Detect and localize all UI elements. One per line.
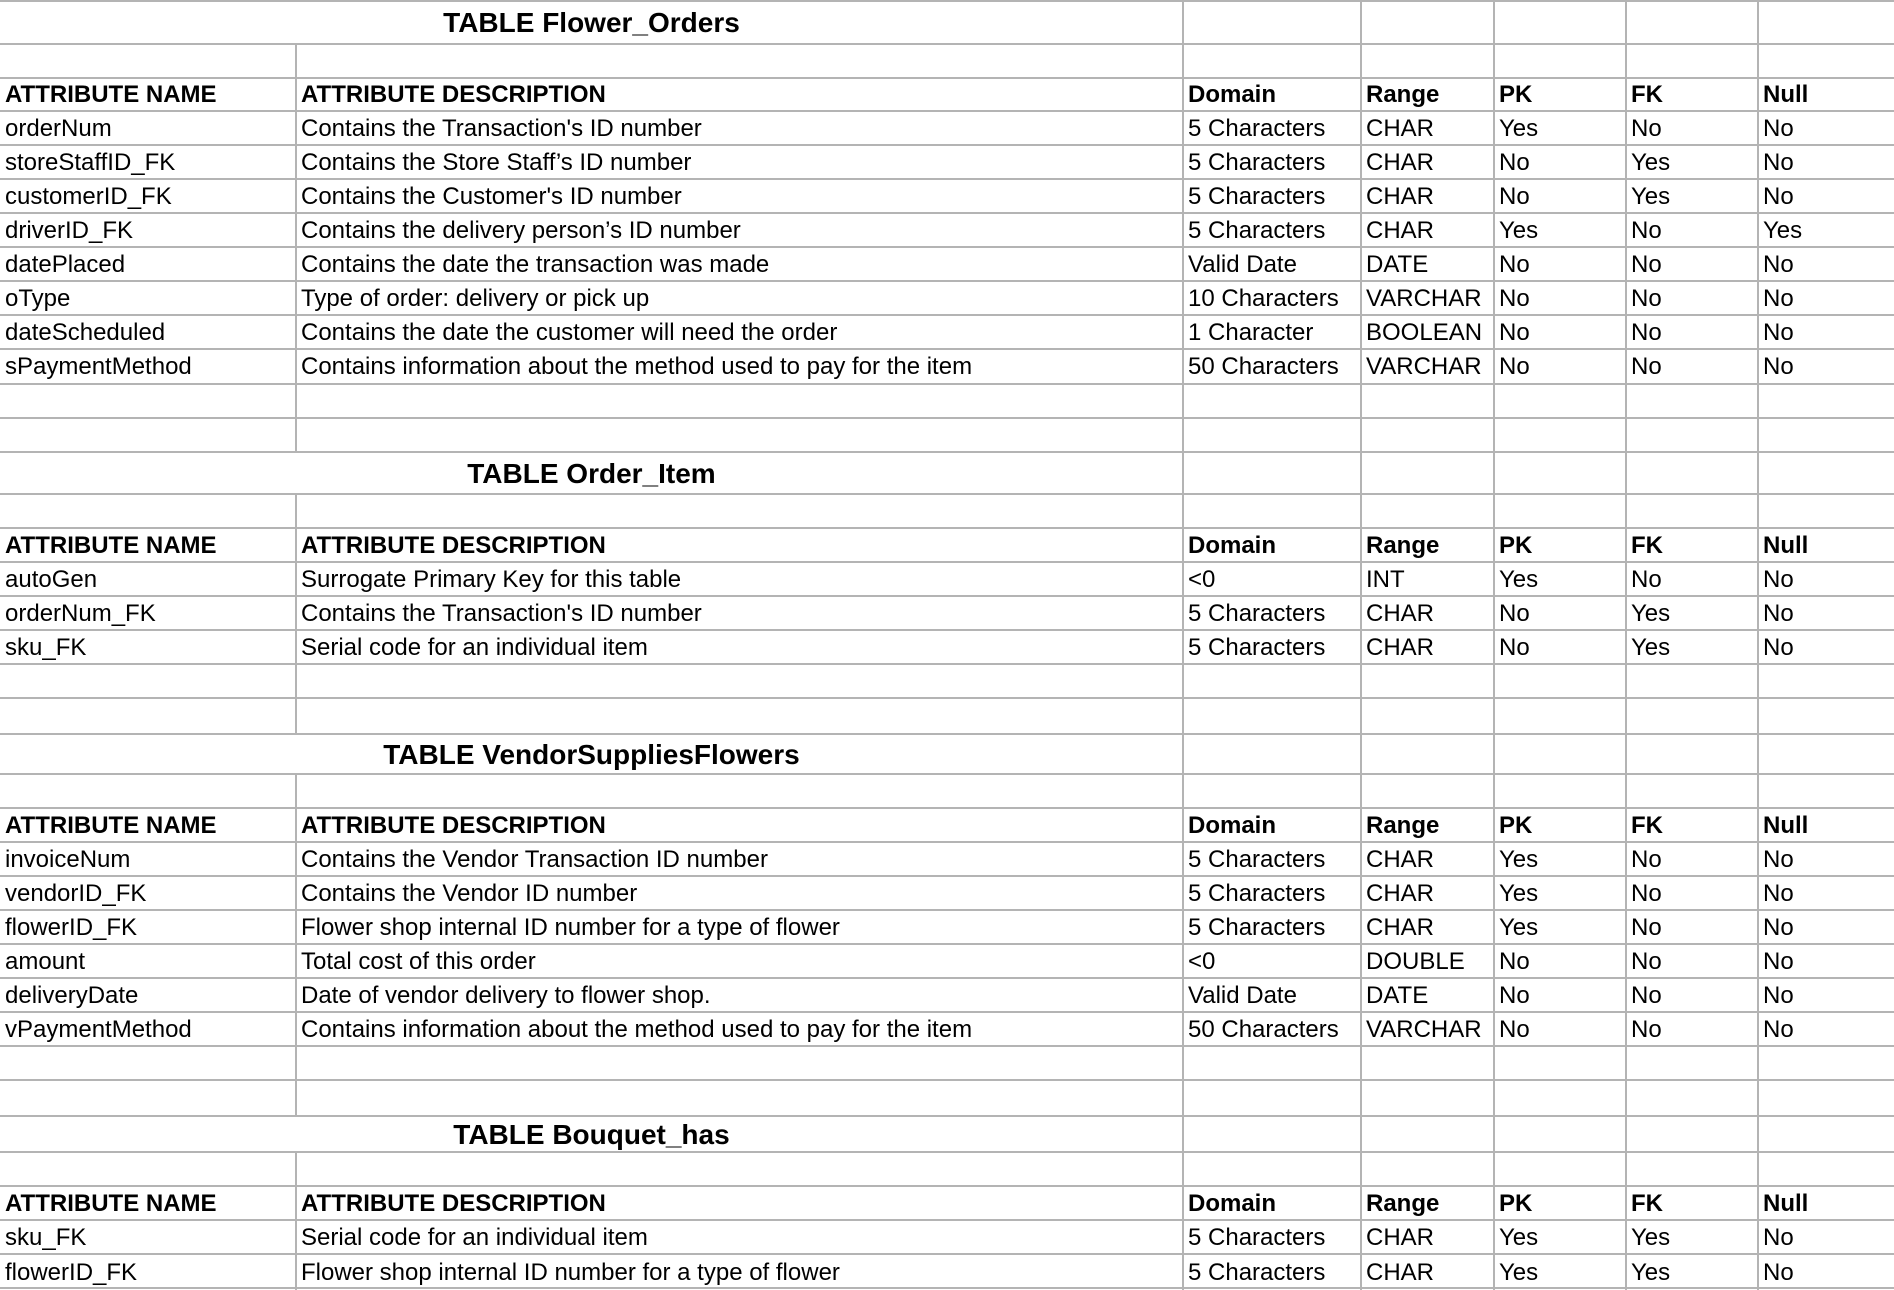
cell-domain[interactable]: 5 Characters — [1188, 599, 1326, 627]
cell-domain[interactable]: <0 — [1188, 565, 1216, 593]
cell-fk[interactable]: No — [1631, 216, 1662, 244]
table-row — [0, 111, 1894, 145]
grid-vline — [1360, 774, 1362, 808]
cell-null[interactable]: No — [1763, 1015, 1794, 1043]
cell-fk[interactable]: No — [1631, 284, 1662, 312]
cell-attribute-name[interactable]: driverID_FK — [5, 216, 134, 244]
grid-vline — [295, 384, 297, 418]
cell-attribute-name[interactable]: dateScheduled — [5, 318, 166, 346]
cell-range[interactable]: VARCHAR — [1366, 284, 1482, 312]
cell-fk[interactable]: No — [1631, 565, 1662, 593]
cell-range[interactable]: VARCHAR — [1366, 353, 1482, 380]
grid-vline — [1182, 44, 1184, 78]
header-pk: PK — [1499, 531, 1533, 559]
cell-null[interactable]: Yes — [1763, 216, 1803, 244]
cell-attribute-description[interactable]: Contains the Vendor Transaction ID number — [301, 845, 768, 873]
table-row — [0, 1254, 1894, 1290]
grid-vline — [1625, 494, 1627, 528]
grid-vline — [1757, 1046, 1759, 1080]
cell-null[interactable]: No — [1763, 633, 1794, 661]
grid-vline — [1360, 452, 1362, 494]
grid-vline — [1625, 734, 1627, 774]
header-null: Null — [1763, 811, 1809, 839]
cell-pk[interactable]: Yes — [1499, 1223, 1539, 1251]
cell-attribute-description[interactable]: Flower shop internal ID number for a type of flower — [301, 1258, 840, 1286]
grid-vline — [1757, 774, 1759, 808]
grid-vline — [1757, 452, 1759, 494]
grid-vline — [1493, 664, 1495, 698]
grid-vline — [295, 1152, 297, 1186]
header-range: Range — [1366, 811, 1440, 839]
cell-domain[interactable]: 5 Characters — [1188, 182, 1326, 210]
table-title-row — [0, 452, 1894, 494]
cell-domain[interactable]: 50 Characters — [1188, 353, 1339, 380]
grid-vline — [1360, 384, 1362, 418]
cell-pk[interactable]: No — [1499, 284, 1530, 312]
cell-fk[interactable]: No — [1631, 947, 1662, 975]
cell-fk[interactable]: No — [1631, 318, 1662, 346]
grid-vline — [1757, 664, 1759, 698]
grid-vline — [1757, 1152, 1759, 1186]
grid-vline — [295, 664, 297, 698]
grid-vline — [1757, 0, 1759, 44]
grid-vline — [1493, 44, 1495, 78]
cell-attribute-description[interactable]: Contains the delivery person’s ID number — [301, 216, 741, 244]
cell-attribute-name[interactable]: datePlaced — [5, 250, 126, 278]
grid-vline — [1625, 1046, 1627, 1080]
blank-row — [0, 418, 1894, 452]
grid-vline — [1493, 418, 1495, 452]
grid-vline — [295, 774, 297, 808]
cell-fk[interactable]: Yes — [1631, 148, 1671, 176]
cell-range[interactable]: CHAR — [1366, 216, 1435, 244]
cell-attribute-description[interactable]: Total cost of this order — [301, 947, 536, 975]
cell-domain[interactable]: <0 — [1188, 947, 1216, 975]
cell-null[interactable]: No — [1763, 182, 1794, 210]
grid-vline — [1493, 452, 1495, 494]
cell-attribute-name[interactable]: sPaymentMethod — [5, 353, 192, 380]
grid-vline — [1625, 774, 1627, 808]
grid-vline — [1493, 384, 1495, 418]
cell-pk[interactable]: No — [1499, 318, 1530, 346]
header-fk: FK — [1631, 811, 1663, 839]
cell-attribute-description[interactable]: Flower shop internal ID number for a type of flower — [301, 913, 840, 941]
header-attribute-description: ATTRIBUTE DESCRIPTION — [301, 81, 606, 108]
table-row — [0, 842, 1894, 876]
cell-range[interactable]: CHAR — [1366, 879, 1435, 907]
grid-vline — [1625, 1152, 1627, 1186]
grid-vline — [1757, 1080, 1759, 1116]
table-title-row — [0, 0, 1894, 44]
grid-vline — [1757, 698, 1759, 734]
cell-pk[interactable]: No — [1499, 981, 1530, 1009]
grid-vline — [1182, 1152, 1184, 1186]
header-pk: PK — [1499, 1189, 1533, 1217]
header-pk: PK — [1499, 81, 1533, 108]
cell-attribute-description[interactable]: Contains the Vendor ID number — [301, 879, 638, 907]
blank-row — [0, 698, 1894, 734]
cell-fk[interactable]: No — [1631, 114, 1662, 142]
grid-vline — [1182, 1080, 1184, 1116]
grid-vline — [1360, 664, 1362, 698]
cell-range[interactable]: DATE — [1366, 250, 1429, 278]
grid-vline — [1360, 44, 1362, 78]
grid-vline — [1360, 734, 1362, 774]
cell-null[interactable]: No — [1763, 1223, 1794, 1251]
table-title: TABLE VendorSuppliesFlowers — [383, 739, 800, 770]
header-domain: Domain — [1188, 811, 1277, 839]
table-row — [0, 876, 1894, 910]
cell-attribute-name[interactable]: deliveryDate — [5, 981, 139, 1009]
grid-vline — [1493, 698, 1495, 734]
cell-pk[interactable]: No — [1499, 633, 1530, 661]
grid-vline — [1182, 664, 1184, 698]
cell-domain[interactable]: 10 Characters — [1188, 284, 1339, 312]
cell-attribute-name[interactable]: orderNum — [5, 114, 112, 142]
grid-vline — [1182, 774, 1184, 808]
grid-vline — [1360, 494, 1362, 528]
cell-fk[interactable]: Yes — [1631, 633, 1671, 661]
cell-attribute-description[interactable]: Serial code for an individual item — [301, 1223, 648, 1251]
cell-pk[interactable]: No — [1499, 148, 1530, 176]
table-row — [0, 145, 1894, 179]
cell-range[interactable]: DATE — [1366, 981, 1429, 1009]
blank-row — [0, 44, 1894, 78]
cell-null[interactable]: No — [1763, 353, 1794, 380]
cell-range[interactable]: CHAR — [1366, 599, 1435, 627]
cell-null[interactable]: No — [1763, 284, 1794, 312]
cell-null[interactable]: No — [1763, 981, 1794, 1009]
cell-null[interactable]: No — [1763, 599, 1794, 627]
cell-range[interactable]: CHAR — [1366, 182, 1435, 210]
cell-null[interactable]: No — [1763, 845, 1794, 873]
grid-vline — [1360, 418, 1362, 452]
grid-vline — [295, 494, 297, 528]
cell-attribute-name[interactable]: vPaymentMethod — [5, 1015, 192, 1043]
cell-attribute-name[interactable]: oType — [5, 284, 71, 312]
cell-attribute-description[interactable]: Surrogate Primary Key for this table — [301, 565, 682, 593]
header-null: Null — [1763, 81, 1809, 108]
header-domain: Domain — [1188, 81, 1277, 108]
cell-pk[interactable]: Yes — [1499, 216, 1539, 244]
grid-vline — [1625, 0, 1627, 44]
table-row — [0, 1220, 1894, 1254]
table-row — [0, 213, 1894, 247]
cell-range[interactable]: INT — [1366, 565, 1405, 593]
header-fk: FK — [1631, 81, 1663, 108]
cell-pk[interactable]: Yes — [1499, 879, 1539, 907]
cell-attribute-name[interactable]: storeStaffID_FK — [5, 148, 176, 176]
header-attribute-name: ATTRIBUTE NAME — [5, 81, 217, 108]
table-row — [0, 1012, 1894, 1046]
cell-fk[interactable]: No — [1631, 879, 1662, 907]
grid-vline — [295, 698, 297, 734]
header-fk: FK — [1631, 1189, 1663, 1217]
cell-pk[interactable]: Yes — [1499, 1258, 1539, 1286]
grid-vline — [295, 418, 297, 452]
cell-range[interactable]: CHAR — [1366, 1223, 1435, 1251]
cell-domain[interactable]: 5 Characters — [1188, 879, 1326, 907]
header-attribute-name: ATTRIBUTE NAME — [5, 1189, 217, 1217]
header-range: Range — [1366, 1189, 1440, 1217]
cell-range[interactable]: DOUBLE — [1366, 947, 1465, 975]
cell-fk[interactable]: No — [1631, 845, 1662, 873]
grid-vline — [1493, 734, 1495, 774]
grid-vline — [1493, 1116, 1495, 1152]
grid-vline — [1625, 384, 1627, 418]
cell-null[interactable]: No — [1763, 565, 1794, 593]
cell-attribute-name[interactable]: customerID_FK — [5, 182, 172, 210]
cell-attribute-name[interactable]: vendorID_FK — [5, 879, 147, 907]
cell-null[interactable]: No — [1763, 1258, 1794, 1286]
blank-row — [0, 774, 1894, 808]
table-title: TABLE Flower_Orders — [443, 7, 740, 38]
table-row — [0, 281, 1894, 315]
header-fk: FK — [1631, 531, 1663, 559]
grid-vline — [1625, 664, 1627, 698]
cell-pk[interactable]: No — [1499, 1015, 1530, 1043]
cell-domain[interactable]: 5 Characters — [1188, 216, 1326, 244]
cell-fk[interactable]: No — [1631, 981, 1662, 1009]
table-row — [0, 349, 1894, 384]
grid-vline — [1182, 494, 1184, 528]
cell-fk[interactable]: Yes — [1631, 1223, 1671, 1251]
header-domain: Domain — [1188, 1189, 1277, 1217]
cell-range[interactable]: CHAR — [1366, 845, 1435, 873]
cell-pk[interactable]: No — [1499, 250, 1530, 278]
header-range: Range — [1366, 531, 1440, 559]
cell-pk[interactable]: No — [1499, 947, 1530, 975]
cell-domain[interactable]: 5 Characters — [1188, 913, 1326, 941]
cell-range[interactable]: CHAR — [1366, 1258, 1435, 1286]
cell-attribute-description[interactable]: Contains the Transaction's ID number — [301, 114, 702, 142]
cell-domain[interactable]: 5 Characters — [1188, 845, 1326, 873]
cell-attribute-description[interactable]: Contains the date the transaction was made — [301, 250, 770, 278]
header-domain: Domain — [1188, 531, 1277, 559]
grid-vline — [295, 44, 297, 78]
cell-null[interactable]: No — [1763, 913, 1794, 941]
cell-attribute-name[interactable]: invoiceNum — [5, 845, 131, 873]
cell-attribute-name[interactable]: autoGen — [5, 565, 98, 593]
table-title: TABLE Order_Item — [467, 458, 716, 489]
header-row — [0, 808, 1894, 842]
cell-domain[interactable]: 5 Characters — [1188, 1258, 1326, 1286]
header-null: Null — [1763, 1189, 1809, 1217]
grid-vline — [1493, 1152, 1495, 1186]
cell-attribute-description[interactable]: Contains information about the method used to pay for the item — [301, 353, 973, 380]
grid-vline — [1625, 698, 1627, 734]
blank-row — [0, 1080, 1894, 1116]
grid-vline — [1625, 44, 1627, 78]
cell-range[interactable]: VARCHAR — [1366, 1015, 1482, 1043]
grid-vline — [1182, 698, 1184, 734]
cell-attribute-description[interactable]: Date of vendor delivery to flower shop. — [301, 981, 711, 1009]
cell-attribute-description[interactable]: Contains the Store Staff’s ID number — [301, 148, 692, 176]
cell-null[interactable]: No — [1763, 947, 1794, 975]
cell-attribute-name[interactable]: orderNum_FK — [5, 599, 156, 627]
grid-vline — [1182, 384, 1184, 418]
cell-range[interactable]: BOOLEAN — [1366, 318, 1483, 346]
cell-range[interactable]: CHAR — [1366, 633, 1435, 661]
cell-pk[interactable]: Yes — [1499, 913, 1539, 941]
grid-vline — [1360, 1116, 1362, 1152]
cell-pk[interactable]: Yes — [1499, 565, 1539, 593]
cell-attribute-description[interactable]: Contains the Customer's ID number — [301, 182, 682, 210]
cell-range[interactable]: CHAR — [1366, 148, 1435, 176]
grid-vline — [1360, 0, 1362, 44]
grid-vline — [1757, 418, 1759, 452]
cell-fk[interactable]: Yes — [1631, 1258, 1671, 1286]
cell-fk[interactable]: No — [1631, 1015, 1662, 1043]
grid-vline — [1360, 1080, 1362, 1116]
table-row — [0, 910, 1894, 944]
table-row — [0, 562, 1894, 596]
cell-pk[interactable]: No — [1499, 182, 1530, 210]
grid-vline — [295, 1080, 297, 1116]
grid-vline — [1360, 1152, 1362, 1186]
cell-domain[interactable]: Valid Date — [1188, 250, 1297, 278]
grid-vline — [1757, 1116, 1759, 1152]
grid-vline — [1757, 44, 1759, 78]
grid-vline — [1182, 1046, 1184, 1080]
cell-null[interactable]: No — [1763, 148, 1794, 176]
table-title-row — [0, 734, 1894, 774]
grid-vline — [1625, 418, 1627, 452]
grid-vline — [1493, 1046, 1495, 1080]
grid-vline — [1625, 1080, 1627, 1116]
cell-pk[interactable]: Yes — [1499, 845, 1539, 873]
header-row — [0, 528, 1894, 562]
header-attribute-description: ATTRIBUTE DESCRIPTION — [301, 531, 606, 559]
blank-row — [0, 384, 1894, 418]
grid-vline — [1493, 774, 1495, 808]
table-row — [0, 630, 1894, 664]
cell-pk[interactable]: No — [1499, 353, 1530, 380]
header-attribute-name: ATTRIBUTE NAME — [5, 811, 217, 839]
blank-row — [0, 494, 1894, 528]
cell-domain[interactable]: 1 Character — [1188, 318, 1314, 346]
grid-vline — [1360, 1046, 1362, 1080]
grid-vline — [1493, 494, 1495, 528]
cell-fk[interactable]: Yes — [1631, 599, 1671, 627]
cell-domain[interactable]: 5 Characters — [1188, 633, 1326, 661]
header-attribute-description: ATTRIBUTE DESCRIPTION — [301, 811, 606, 839]
blank-row — [0, 1152, 1894, 1186]
header-row — [0, 1186, 1894, 1220]
grid-vline — [1493, 0, 1495, 44]
cell-attribute-description[interactable]: Serial code for an individual item — [301, 633, 648, 661]
table-row — [0, 315, 1894, 349]
table-title-row — [0, 1116, 1894, 1152]
table-row — [0, 596, 1894, 630]
header-row — [0, 78, 1894, 111]
grid-vline — [1757, 494, 1759, 528]
cell-attribute-description[interactable]: Contains information about the method used to pay for the item — [301, 1015, 973, 1043]
grid-vline — [1625, 452, 1627, 494]
cell-fk[interactable]: Yes — [1631, 182, 1671, 210]
cell-domain[interactable]: Valid Date — [1188, 981, 1297, 1009]
table-title: TABLE Bouquet_has — [453, 1119, 730, 1150]
header-attribute-description: ATTRIBUTE DESCRIPTION — [301, 1189, 606, 1217]
grid-vline — [1493, 1080, 1495, 1116]
cell-domain[interactable]: 5 Characters — [1188, 114, 1326, 142]
table-row — [0, 944, 1894, 978]
cell-attribute-name[interactable]: sku_FK — [5, 633, 87, 661]
table-row — [0, 247, 1894, 281]
cell-null[interactable]: No — [1763, 250, 1794, 278]
header-null: Null — [1763, 531, 1809, 559]
grid-vline — [1625, 1116, 1627, 1152]
cell-fk[interactable]: No — [1631, 353, 1662, 380]
cell-pk[interactable]: Yes — [1499, 114, 1539, 142]
blank-row — [0, 664, 1894, 698]
table-row — [0, 179, 1894, 213]
grid-vline — [1360, 698, 1362, 734]
cell-attribute-name[interactable]: amount — [5, 947, 86, 975]
grid-vline — [1757, 384, 1759, 418]
cell-fk[interactable]: No — [1631, 913, 1662, 941]
cell-domain[interactable]: 5 Characters — [1188, 148, 1326, 176]
cell-range[interactable]: CHAR — [1366, 913, 1435, 941]
cell-attribute-description[interactable]: Type of order: delivery or pick up — [301, 284, 650, 312]
cell-null[interactable]: No — [1763, 318, 1794, 346]
grid-vline — [295, 1046, 297, 1080]
cell-domain[interactable]: 5 Characters — [1188, 1223, 1326, 1251]
header-range: Range — [1366, 81, 1440, 108]
cell-domain[interactable]: 50 Characters — [1188, 1015, 1339, 1043]
cell-fk[interactable]: No — [1631, 250, 1662, 278]
cell-attribute-name[interactable]: sku_FK — [5, 1223, 87, 1251]
cell-attribute-description[interactable]: Contains the date the customer will need the order — [301, 318, 838, 346]
blank-row — [0, 1046, 1894, 1080]
cell-null[interactable]: No — [1763, 879, 1794, 907]
header-attribute-name: ATTRIBUTE NAME — [5, 531, 217, 559]
cell-range[interactable]: CHAR — [1366, 114, 1435, 142]
table-row — [0, 978, 1894, 1012]
grid-vline — [1182, 418, 1184, 452]
cell-attribute-description[interactable]: Contains the Transaction's ID number — [301, 599, 702, 627]
header-pk: PK — [1499, 811, 1533, 839]
grid-vline — [1757, 734, 1759, 774]
cell-attribute-name[interactable]: flowerID_FK — [5, 1258, 138, 1286]
cell-attribute-name[interactable]: flowerID_FK — [5, 913, 138, 941]
cell-pk[interactable]: No — [1499, 599, 1530, 627]
cell-null[interactable]: No — [1763, 114, 1794, 142]
